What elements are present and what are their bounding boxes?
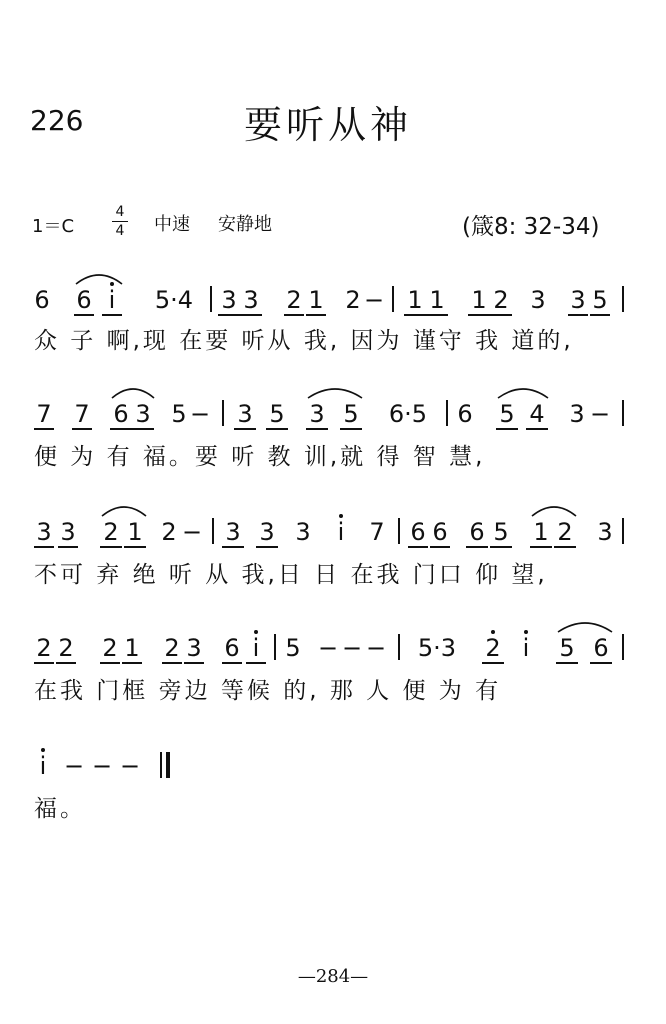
note: 6 xyxy=(457,400,473,428)
slur xyxy=(100,500,148,518)
note: 2 xyxy=(554,518,576,548)
note: 7 xyxy=(34,400,54,430)
note: 3 xyxy=(256,518,278,548)
lyric-line-4: 在我 门框 旁边 等候 的, 那 人 便 为 有 xyxy=(34,678,502,704)
barline xyxy=(398,518,400,544)
note: 3 xyxy=(240,286,262,316)
barline xyxy=(446,400,448,426)
note: i xyxy=(332,518,350,546)
scripture-reference: (箴8: 32-34) xyxy=(462,214,600,240)
note-dash: − xyxy=(366,634,387,662)
note: 5 xyxy=(590,286,610,316)
note: 6 xyxy=(34,286,50,314)
note: 1 xyxy=(404,286,426,316)
note: 7 xyxy=(369,518,385,546)
note: 6 xyxy=(222,634,242,664)
note: 3 xyxy=(132,400,154,430)
lyric-line-3: 不可 弃 绝 听 从 我,日 日 在我 门口 仰 望, xyxy=(34,562,548,588)
note: 3 xyxy=(568,286,588,316)
barline xyxy=(622,400,624,426)
slur xyxy=(556,616,614,634)
note: 2 xyxy=(34,634,54,664)
note: i xyxy=(246,634,266,664)
note-dash: − xyxy=(92,752,113,780)
note: 1 xyxy=(306,286,326,316)
key-signature: 1＝C xyxy=(32,216,75,237)
note: 5 xyxy=(285,634,301,662)
note: 5 xyxy=(171,400,187,428)
note: 3 xyxy=(58,518,78,548)
note: 1 xyxy=(426,286,448,316)
note: 2 xyxy=(100,634,120,664)
note-dash: − xyxy=(120,752,141,780)
barline xyxy=(222,400,224,426)
note: 5·3 xyxy=(417,634,457,662)
barline xyxy=(392,286,394,312)
note: 2 xyxy=(100,518,122,548)
note: 5 xyxy=(490,518,512,548)
lyric-line-5: 福。 xyxy=(34,796,86,822)
slur xyxy=(74,268,124,286)
slur xyxy=(110,382,156,400)
time-signature-top: 4 xyxy=(115,204,125,220)
note-dash: − xyxy=(182,518,203,546)
note: 3 xyxy=(222,518,244,548)
note: i xyxy=(516,634,536,662)
note-dash: − xyxy=(190,400,211,428)
note: 6 xyxy=(590,634,612,664)
note: 3 xyxy=(530,286,546,314)
note: 3 xyxy=(569,400,585,428)
note: 2 xyxy=(345,286,361,314)
barline xyxy=(622,634,624,660)
barline xyxy=(210,286,212,312)
note: 2 xyxy=(161,518,177,546)
note: 3 xyxy=(597,518,613,546)
note: 2 xyxy=(162,634,182,664)
note: 5 xyxy=(496,400,518,430)
note: 6 xyxy=(466,518,488,548)
note: 3 xyxy=(34,518,54,548)
lyric-line-2: 便 为 有 福。要 听 教 训,就 得 智 慧, xyxy=(34,444,486,470)
barline xyxy=(622,286,624,312)
note: 2 xyxy=(56,634,76,664)
note: 3 xyxy=(184,634,204,664)
note: 6 xyxy=(74,286,94,316)
note-dash: − xyxy=(342,634,363,662)
note: 3 xyxy=(306,400,328,430)
note-dash: − xyxy=(318,634,339,662)
lyric-line-1: 众 子 啊,现 在要 听从 我, 因为 谨守 我 道的, xyxy=(34,328,574,354)
note: 2 xyxy=(284,286,304,316)
note: 6·5 xyxy=(388,400,428,428)
note: 3 xyxy=(234,400,256,430)
note: 7 xyxy=(72,400,92,430)
note: 2 xyxy=(490,286,512,316)
note: 6 xyxy=(408,518,428,548)
note: 5 xyxy=(556,634,578,664)
barline xyxy=(622,518,624,544)
slur xyxy=(496,382,550,400)
note-dash: − xyxy=(590,400,611,428)
barline xyxy=(398,634,400,660)
note: 6 xyxy=(430,518,450,548)
tempo-marking: 中速 xyxy=(154,214,190,235)
page-number: —284— xyxy=(297,966,369,987)
song-number: 226 xyxy=(30,104,84,137)
note-dash: − xyxy=(64,752,85,780)
note-dash: − xyxy=(364,286,385,314)
final-barline-thin xyxy=(160,752,162,778)
note: 5 xyxy=(340,400,362,430)
note: 5·4 xyxy=(154,286,194,314)
note: i xyxy=(34,752,52,780)
slur xyxy=(306,382,364,400)
time-signature-bottom: 4 xyxy=(115,223,125,239)
note: 5 xyxy=(266,400,288,430)
note: 6 xyxy=(110,400,132,430)
time-signature xyxy=(112,204,128,239)
page-title: 要听从神 xyxy=(244,103,413,147)
note: 3 xyxy=(218,286,240,316)
slur xyxy=(530,500,578,518)
expression-marking: 安静地 xyxy=(218,214,272,235)
note: i xyxy=(102,286,122,316)
note: 1 xyxy=(122,634,142,664)
barline xyxy=(212,518,214,544)
note: 2 xyxy=(482,634,504,664)
note: 1 xyxy=(468,286,490,316)
note: 1 xyxy=(530,518,552,548)
barline xyxy=(274,634,276,660)
note: 4 xyxy=(526,400,548,430)
note: 3 xyxy=(295,518,311,546)
note: 1 xyxy=(124,518,146,548)
final-barline-thick xyxy=(166,752,170,778)
